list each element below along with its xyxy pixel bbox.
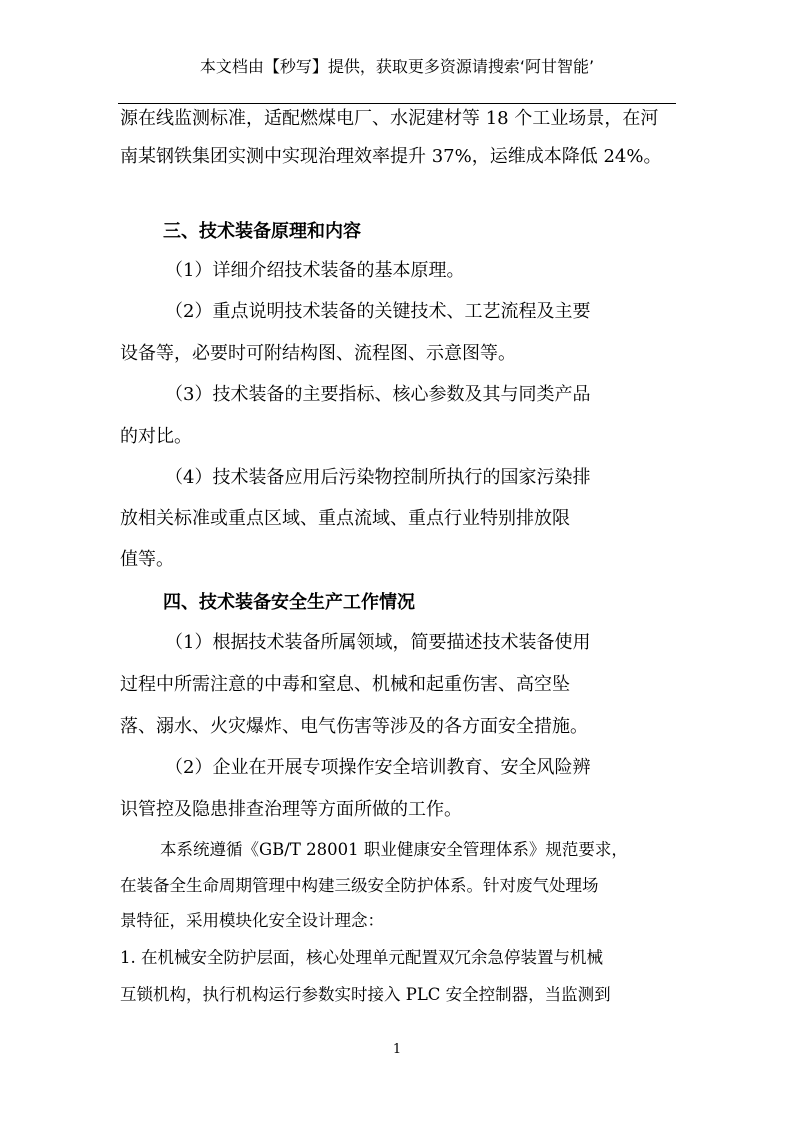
page-header: 本文档由【秒写】提供，获取更多资源请搜索‘阿甘智能’ — [199, 57, 595, 76]
page-number: 1 — [392, 1042, 402, 1057]
section3-line: 放相关标准或重点区域、重点流域、重点行业特别排放限 — [120, 508, 570, 529]
section4-line: 落、溺水、火灾爆炸、电气伤害等涉及的各方面安全措施。 — [120, 716, 588, 737]
section3-line: （1）详细介绍技术装备的基本原理。 — [165, 260, 465, 281]
body-line: 在装备全生命周期管理中构建三级安全防护体系。针对废气处理场 — [120, 876, 599, 895]
body-line: 本系统遵循《GB/T 28001 职业健康安全管理体系》规范要求， — [160, 840, 628, 859]
body-line: 1. 在机械安全防护层面，核心处理单元配置双冗余急停装置与机械 — [120, 948, 603, 967]
section3-line: 设备等，必要时可附结构图、流程图、示意图等。 — [120, 343, 516, 364]
section4-line: 过程中所需注意的中毒和窒息、机械和起重伤害、高空坠 — [120, 674, 570, 695]
section3-heading: 三、技术装备原理和内容 — [163, 221, 361, 242]
section3-line: （4）技术装备应用后污染物控制所执行的国家污染排 — [165, 467, 591, 488]
section3-line: （3）技术装备的主要指标、核心参数及其与同类产品 — [165, 384, 591, 405]
body-line: 景特征，采用模块化安全设计理念： — [120, 911, 384, 930]
section4-heading: 四、技术装备安全生产工作情况 — [163, 592, 415, 613]
body-line: 互锁机构，执行机构运行参数实时接入 PLC 安全控制器，当监测到 — [120, 985, 611, 1004]
section3-line: （2）重点说明技术装备的关键技术、工艺流程及主要 — [165, 301, 591, 322]
section4-line: （1）根据技术装备所属领域，简要描述技术装备使用 — [165, 632, 591, 653]
section4-line: 识管控及隐患排查治理等方面所做的工作。 — [120, 799, 462, 820]
header-rule — [118, 103, 676, 104]
section3-line: 值等。 — [120, 549, 174, 570]
section4-line: （2）企业在开展专项操作安全培训教育、安全风险辨 — [165, 757, 591, 778]
intro-line: 源在线监测标准，适配燃煤电厂、水泥建材等 18 个工业场景，在河 — [120, 108, 659, 129]
section3-line: 的对比。 — [120, 426, 192, 447]
intro-line: 南某钢铁集团实测中实现治理效率提升 37%，运维成本降低 24%。 — [120, 146, 662, 167]
